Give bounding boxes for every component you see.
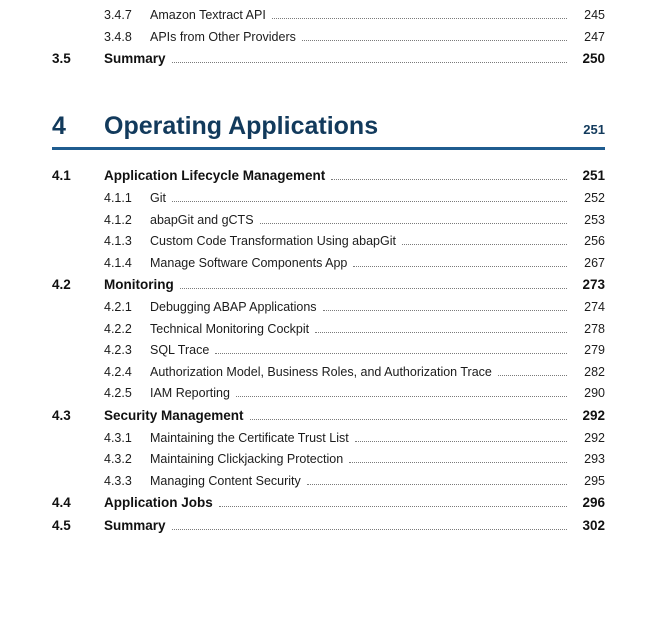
toc-entry-number: 4.2.1 xyxy=(104,300,132,314)
toc-entry-page-number: 245 xyxy=(584,8,605,22)
toc-entry-page-number: 256 xyxy=(584,234,605,248)
toc-entry-number: 3.4.8 xyxy=(104,29,132,44)
toc-leader-dots xyxy=(307,475,567,485)
toc-entry-title: Security Management xyxy=(104,407,244,423)
toc-entry-number: 4.3.1 xyxy=(104,430,132,445)
toc-entry[interactable] xyxy=(52,322,605,336)
toc-entry[interactable] xyxy=(52,386,605,400)
toc-leader-dots xyxy=(331,169,567,180)
toc-entry[interactable] xyxy=(52,234,605,248)
toc-entry-page-number: 273 xyxy=(582,277,605,292)
chapter-divider xyxy=(52,147,605,150)
toc-entry-page-number: 250 xyxy=(582,51,605,66)
toc-leader-dots xyxy=(402,235,567,245)
toc-entry[interactable] xyxy=(52,213,605,227)
toc-entry-title: Summary xyxy=(104,518,166,533)
toc-entry-number: 4.1 xyxy=(52,168,71,183)
toc-entry-number: 4.1.3 xyxy=(104,234,132,248)
toc-entry[interactable] xyxy=(52,8,605,22)
toc-leader-dots xyxy=(250,409,567,420)
toc-entry-number: 4.2.4 xyxy=(104,364,132,379)
toc-entry-page-number: 253 xyxy=(584,212,605,227)
toc-leader-dots xyxy=(353,257,567,267)
toc-leader-dots xyxy=(172,52,567,63)
toc-entry[interactable] xyxy=(52,300,605,314)
toc-entry-title: SQL Trace xyxy=(150,343,210,357)
toc-entry-page-number: 290 xyxy=(584,386,605,400)
toc-entry-title: Monitoring xyxy=(104,277,174,292)
chapter-page-number: 251 xyxy=(583,122,605,137)
toc-entry-title: Amazon Textract API xyxy=(150,8,266,22)
toc-entry[interactable] xyxy=(52,431,605,445)
toc-entry[interactable] xyxy=(52,51,605,66)
toc-entry-page-number: 267 xyxy=(584,255,605,270)
chapter-title: Operating Applications xyxy=(104,112,379,140)
toc-leader-dots xyxy=(215,344,567,354)
toc-entry-number: 4.3.2 xyxy=(104,452,132,466)
toc-entry-number: 4.2.2 xyxy=(104,321,132,336)
toc-entry[interactable] xyxy=(52,343,605,357)
toc-entry-number: 4.5 xyxy=(52,518,71,533)
toc-leader-dots xyxy=(323,301,567,311)
toc-entry-title: Maintaining the Certificate Trust List xyxy=(150,430,349,445)
toc-entry-number: 4.3.3 xyxy=(104,473,132,488)
toc-entry-number: 4.1.4 xyxy=(104,255,132,270)
chapter-heading xyxy=(52,104,605,141)
toc-entry-title: Authorization Model, Business Roles, and Authorization Trace xyxy=(150,364,492,379)
toc-entry-title: Git xyxy=(150,191,166,205)
toc-section-current-chapter xyxy=(52,168,605,533)
toc-entry-title: APIs from Other Providers xyxy=(150,29,296,44)
toc-entry-page-number: 292 xyxy=(582,407,605,423)
toc-entry-number: 4.2.5 xyxy=(104,386,132,400)
toc-entry[interactable] xyxy=(52,256,605,270)
toc-leader-dots xyxy=(172,519,567,530)
toc-entry-title: abapGit and gCTS xyxy=(150,212,254,227)
toc-leader-dots xyxy=(219,496,567,507)
toc-leader-dots xyxy=(315,323,567,333)
toc-entry-page-number: 296 xyxy=(582,495,605,510)
toc-leader-dots xyxy=(180,278,567,289)
toc-entry-number: 4.3 xyxy=(52,407,71,423)
toc-entry-number: 3.4.7 xyxy=(104,8,132,22)
toc-entry-page-number: 292 xyxy=(584,430,605,445)
toc-entry-title: Debugging ABAP Applications xyxy=(150,300,317,314)
toc-leader-dots xyxy=(272,9,567,19)
toc-entry-number: 4.1.1 xyxy=(104,191,132,205)
toc-entry-title: Manage Software Components App xyxy=(150,255,348,270)
toc-leader-dots xyxy=(302,31,567,41)
toc-entry-page-number: 251 xyxy=(582,168,605,183)
toc-section-previous-chapter xyxy=(52,8,605,66)
toc-leader-dots xyxy=(260,214,567,224)
toc-leader-dots xyxy=(236,387,567,397)
section-gap xyxy=(52,74,605,104)
toc-entry[interactable] xyxy=(52,30,605,44)
toc-entry-page-number: 279 xyxy=(584,343,605,357)
toc-entry-title: Custom Code Transformation Using abapGit xyxy=(150,234,396,248)
toc-entry-title: Summary xyxy=(104,51,166,66)
toc-entry-title: Application Lifecycle Management xyxy=(104,168,326,183)
toc-entry-page-number: 295 xyxy=(584,473,605,488)
toc-entry[interactable] xyxy=(52,277,605,292)
chapter-number: 4 xyxy=(52,112,66,140)
toc-entry-page-number: 282 xyxy=(584,364,605,379)
toc-leader-dots xyxy=(498,366,567,376)
toc-leader-dots xyxy=(349,453,567,463)
toc-entry-title: Maintaining Clickjacking Protection xyxy=(150,452,344,466)
toc-entry-page-number: 302 xyxy=(582,518,605,533)
toc-entry[interactable] xyxy=(52,168,605,183)
toc-entry-page-number: 278 xyxy=(584,321,605,336)
toc-entry[interactable] xyxy=(52,452,605,466)
toc-entry-page-number: 293 xyxy=(584,452,605,466)
page-top-spacer xyxy=(52,0,605,8)
toc-leader-dots xyxy=(172,192,567,202)
toc-entry[interactable] xyxy=(52,191,605,205)
toc-entry-number: 4.2.3 xyxy=(104,343,132,357)
toc-entry[interactable] xyxy=(52,474,605,488)
toc-entry-title: IAM Reporting xyxy=(150,386,230,400)
toc-entry-page-number: 247 xyxy=(584,29,605,44)
toc-entry-title: Application Jobs xyxy=(104,495,213,510)
toc-entry-page-number: 252 xyxy=(584,191,605,205)
toc-entry-number: 3.5 xyxy=(52,51,71,66)
toc-entry-title: Technical Monitoring Cockpit xyxy=(150,321,310,336)
toc-entry-number: 4.1.2 xyxy=(104,212,132,227)
toc-entry[interactable] xyxy=(52,365,605,379)
toc-entry-number: 4.4 xyxy=(52,495,71,510)
toc-leader-dots xyxy=(355,432,567,442)
toc-entry-number: 4.2 xyxy=(52,277,71,292)
toc-entry[interactable] xyxy=(52,495,605,510)
toc-entry[interactable] xyxy=(52,408,605,423)
toc-entry[interactable] xyxy=(52,518,605,533)
toc-entry-page-number: 274 xyxy=(584,300,605,314)
toc-entry-title: Managing Content Security xyxy=(150,473,301,488)
